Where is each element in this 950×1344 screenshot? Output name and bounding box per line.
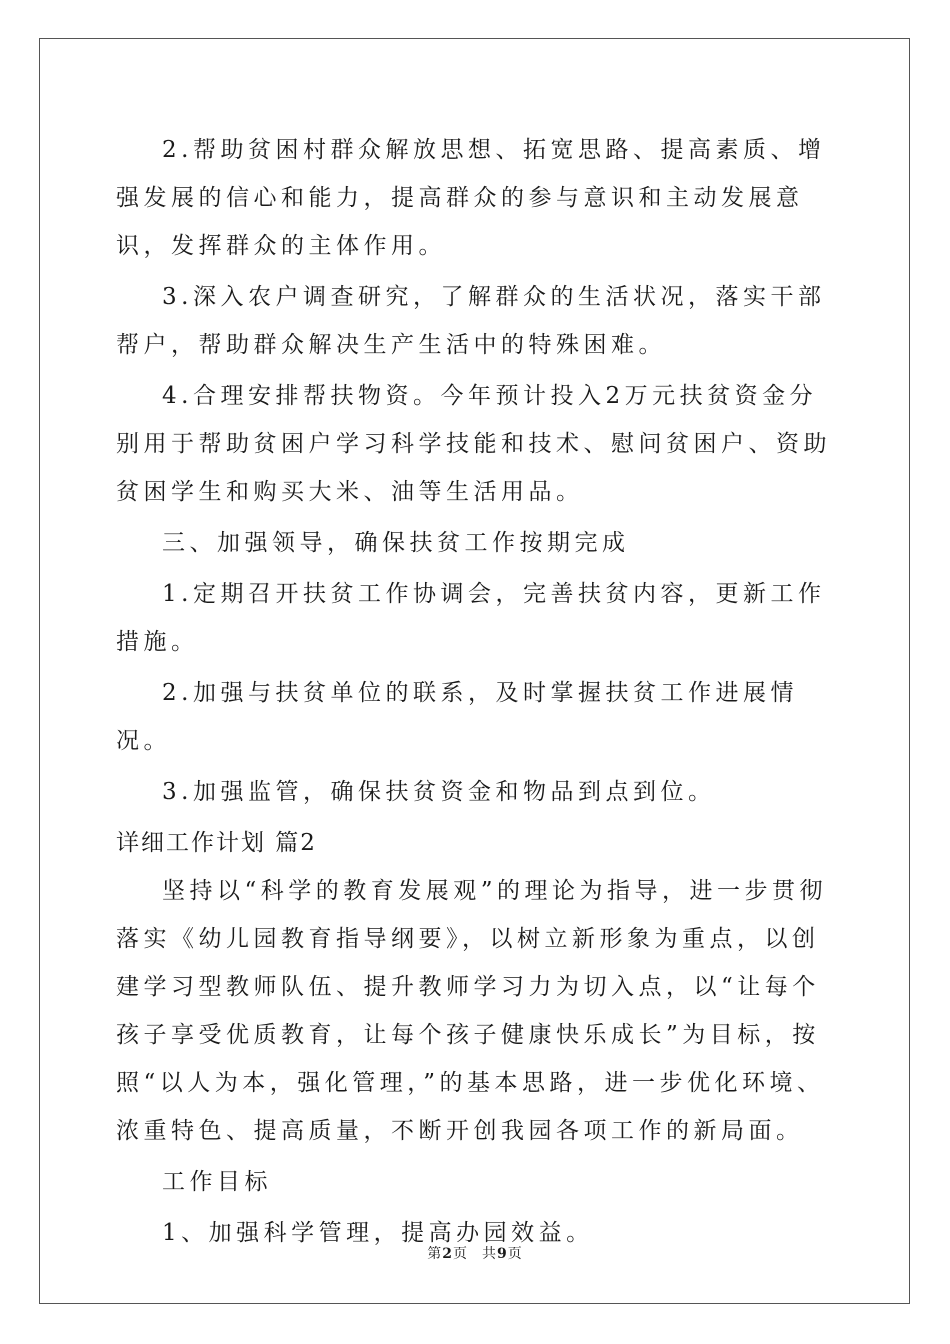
paragraph: 三、加强领导，确保扶贫工作按期完成 bbox=[162, 530, 630, 556]
paragraph: 4.合理安排帮扶物资。今年预计投入2万元扶贫资金分别用于帮助贫困户学习科学技能和技术、慰问贫困户、资助贫困学生和购买大米、油等生活用品。 bbox=[116, 383, 831, 505]
paragraph: 3.深入农户调查研究，了解群众的生活状况，落实干部帮户，帮助群众解决生产生活中的特殊困难。 bbox=[116, 284, 826, 358]
section-heading: 详细工作计划 篇2 bbox=[116, 830, 317, 856]
paragraph: 3.加强监管，确保扶贫资金和物品到点到位。 bbox=[162, 779, 716, 805]
total-suffix: 页 bbox=[507, 1246, 523, 1262]
paragraph: 2.加强与扶贫单位的联系，及时掌握扶贫工作进展情况。 bbox=[116, 680, 798, 754]
paragraph: 1、加强科学管理，提高办园效益。 bbox=[162, 1220, 594, 1246]
paragraph: 1.定期召开扶贫工作协调会，完善扶贫内容，更新工作措施。 bbox=[116, 581, 826, 655]
paragraph: 2.帮助贫困村群众解放思想、拓宽思路、提高素质、增强发展的信心和能力，提高群众的参与意识和主动发展意识，发挥群众的主体作用。 bbox=[116, 137, 826, 259]
document-body bbox=[116, 126, 832, 1260]
page-footer bbox=[0, 1243, 950, 1263]
page-prefix: 第 bbox=[427, 1246, 443, 1262]
page-suffix: 页 bbox=[453, 1246, 468, 1262]
total-page-count: 9 bbox=[497, 1246, 508, 1262]
paragraph: 工作目标 bbox=[162, 1169, 272, 1195]
current-page-number: 2 bbox=[442, 1246, 453, 1262]
total-prefix: 共 bbox=[482, 1246, 497, 1262]
paragraph: 坚持以“科学的教育发展观”的理论为指导，进一步贯彻落实《幼儿园教育指导纲要》，以树立新形象为重点，以创建学习型教师队伍、提升教师学习力为切入点，以“让每个孩子享受优质教育，让每个孩子健康快乐成长”为目标，按照“以人为本，强化管理，”的基本思路，进一步优化环境、浓重特色、提高质量，不断开创我园各项工作的新局面。 bbox=[116, 878, 828, 1144]
